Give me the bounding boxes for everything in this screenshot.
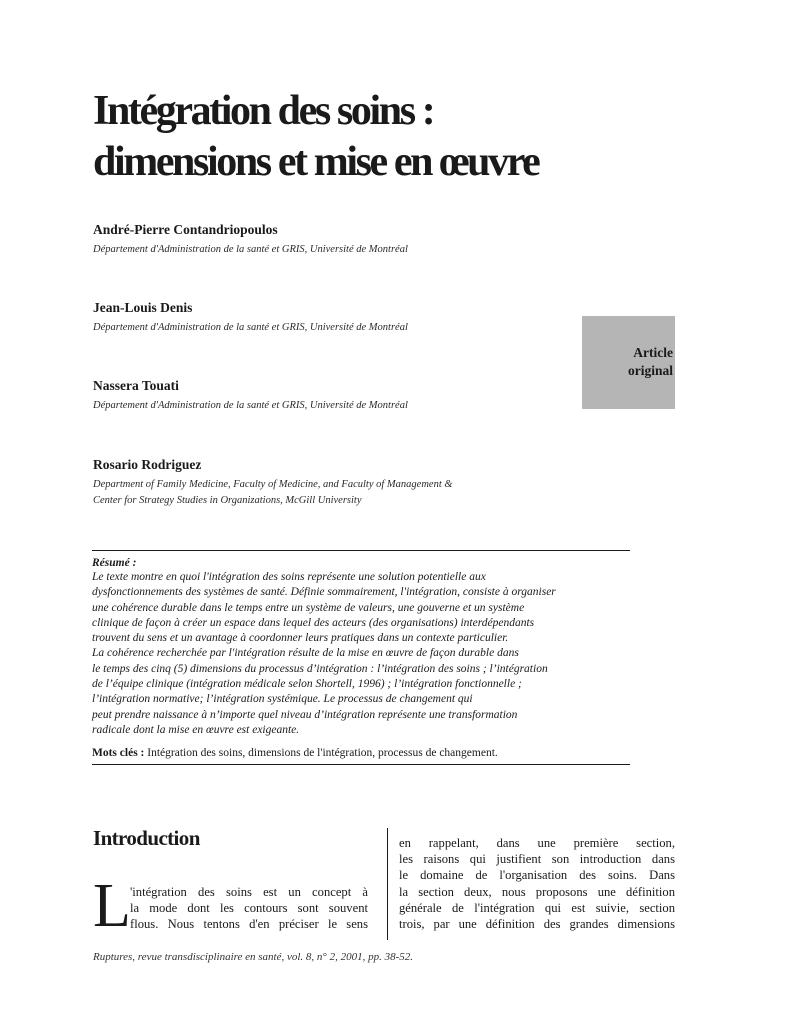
title-line-2: dimensions et mise en œuvre [93,139,539,185]
abstract-line: radicale dont la mise en œuvre est exigeante. [92,723,300,736]
keywords-text: Intégration des soins, dimensions de l'intégration, processus de changement. [144,747,498,760]
badge-text [628,344,673,380]
author-affiliation: Département d'Administration de la santé et GRIS, Université de Montréal [93,400,408,411]
author-block-2 [93,300,573,336]
badge-line-2: original [627,363,673,378]
abstract-line: le temps des cinq (5) dimensions du processus d’intégration : l’intégration des soins ; l’intégration [92,662,548,675]
abstract-line: l’intégration normative; l’intégration systémique. Le processus de changement qui [92,693,473,706]
body-line: 'intégration des soins est un concept à [130,885,368,899]
body-line: générale de l'intégration qui est suivie, section [399,900,675,915]
author-block-3 [93,378,573,414]
author-affiliation: Department of Family Medicine, Faculty of Medicine, and Faculty of Management & [93,479,453,490]
author-block-4 [93,457,573,509]
body-line: trois, par une définition des grandes dimensions [399,916,675,931]
body-line: la mode dont les contours sont souvent [130,901,368,916]
intro-left-column [130,884,368,933]
section-heading-introduction: Introduction [93,826,200,850]
author-name: Nassera Touati [93,378,179,393]
author-name: Rosario Rodriguez [93,457,202,472]
abstract-line: peut prendre naissance à n’importe quel niveau d’intégration représente une transformation [92,708,518,721]
abstract-line: clinique de façon à créer un espace dans lequel des acteurs (des organisations) interdépendants [92,616,535,629]
author-name: Jean-Louis Denis [93,300,193,315]
abstract-box [92,550,630,765]
intro-right-column [399,835,675,932]
journal-citation-footer: Ruptures, revue transdisciplinaire en santé, vol. 8, n° 2, 2001, pp. 38-52. [93,951,413,963]
body-line: le domaine de l'organisation des soins. Dans [399,868,675,883]
body-line: la section deux, nous proposons une définition [399,884,675,899]
title-line-1: Intégration des soins : [93,88,434,134]
author-affiliation: Center for Strategy Studies in Organizations, McGill University [93,495,362,506]
body-line: en rappelant, dans une première section, [399,836,675,850]
drop-cap: L [93,872,131,940]
abstract-line: Le texte montre en quoi l'intégration des soins représente une solution potentielle aux [92,571,486,583]
abstract-heading: Résumé : [92,557,137,569]
abstract-line: La cohérence recherchée par l'intégration résulte de la mise en œuvre de façon durable dans [92,647,519,660]
author-name: André-Pierre Contandriopoulos [93,222,278,237]
abstract-line: de l’équipe clinique (intégration médicale selon Shortell, 1996) ; l’intégration fonctionnelle ; [92,678,522,691]
author-affiliation: Département d'Administration de la santé et GRIS, Université de Montréal [93,244,408,255]
keywords [92,746,630,761]
article-type-badge [582,316,675,409]
body-line: les raisons qui justifient son introduction dans [399,852,675,867]
column-divider [387,828,388,940]
body-line: flous. Nous tentons d'en préciser le sens [130,917,368,932]
abstract-line: dysfonctionnements des systèmes de santé. Définie sommairement, l'intégration, consiste à organiser [92,586,556,599]
keywords-label: Mots clés : [92,747,145,760]
author-affiliation: Département d'Administration de la santé et GRIS, Université de Montréal [93,322,408,333]
article-title [93,86,713,188]
abstract-line: trouvent du sens et un avantage à coordonner leurs pratiques dans un contexte particulier. [92,632,509,645]
badge-line-1: Article [633,345,673,360]
abstract-line: une cohérence durable dans le temps entre un système de valeurs, une gouverne et un système [92,601,525,614]
author-block-1 [93,222,573,258]
abstract-text [92,570,630,738]
